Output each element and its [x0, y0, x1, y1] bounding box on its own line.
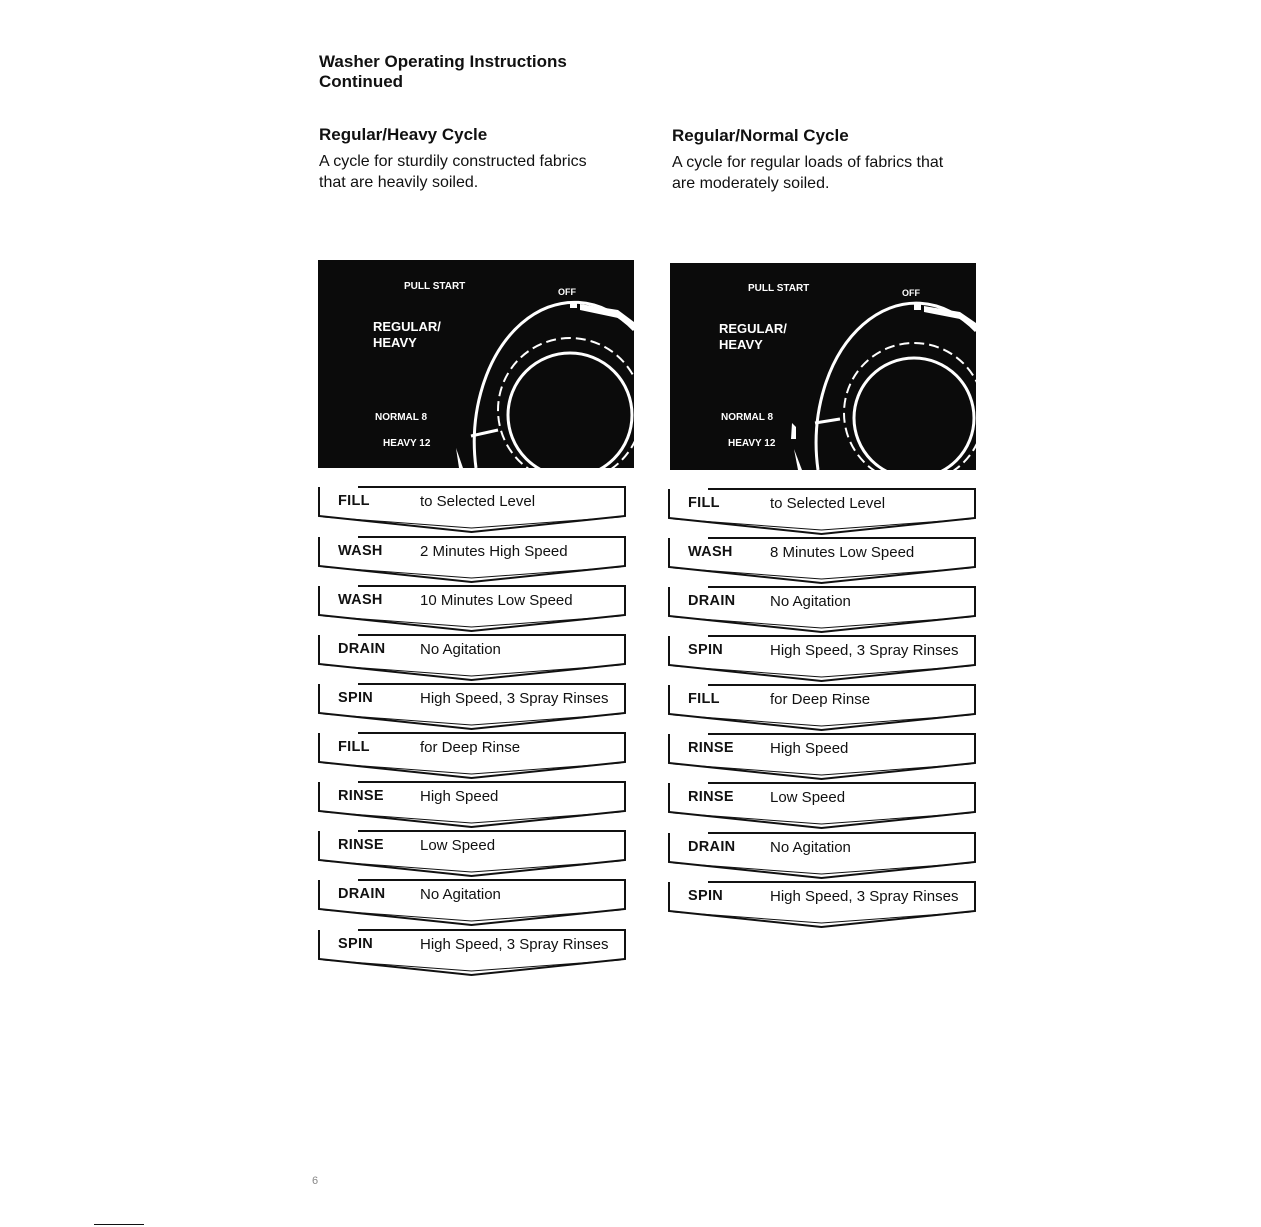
- page-subtitle: Continued: [319, 72, 404, 91]
- cycle-step-box: [318, 486, 625, 536]
- timer-dial-illustration: [318, 260, 634, 468]
- step-detail: High Speed: [770, 740, 849, 757]
- control-panel-image-regular-normal: [670, 263, 976, 470]
- step-name: RINSE: [338, 837, 384, 853]
- svg-text:REGULAR/: REGULAR/: [373, 319, 441, 334]
- cycle-step-box: [318, 634, 625, 684]
- timer-dial-illustration: [670, 263, 976, 470]
- step-detail: Low Speed: [770, 789, 846, 806]
- svg-text:PULL START: PULL START: [404, 281, 466, 292]
- cycle-step-box: [318, 585, 625, 635]
- svg-text:HEAVY: HEAVY: [373, 335, 417, 350]
- step-detail: to Selected Level: [420, 493, 536, 510]
- step-detail: for Deep Rinse: [420, 739, 521, 756]
- svg-text:NORMAL 8: NORMAL 8: [375, 412, 428, 423]
- cycle-step-box: [318, 830, 625, 880]
- step-name: FILL: [688, 691, 720, 707]
- svg-text:HEAVY 12: HEAVY 12: [383, 438, 431, 449]
- step-name: DRAIN: [338, 641, 386, 657]
- cycle-step-box: [318, 683, 625, 733]
- control-panel-image-regular-heavy: [318, 260, 634, 468]
- cycle-description-regular-normal: A cycle for regular loads of fabrics that are moderately soiled.: [672, 154, 944, 192]
- step-name: WASH: [338, 543, 383, 559]
- svg-text:OFF: OFF: [902, 288, 920, 298]
- cycle-step-box: [668, 832, 975, 882]
- cycle-title-regular-normal: Regular/Normal Cycle: [672, 126, 849, 145]
- step-detail: High Speed, 3 Spray Rinses: [770, 642, 959, 659]
- step-detail: No Agitation: [770, 593, 851, 610]
- cycle-step-box: [668, 586, 975, 636]
- footer-rule: [94, 1224, 144, 1225]
- step-detail: No Agitation: [770, 839, 851, 856]
- step-name: RINSE: [688, 789, 734, 805]
- cycle-step-box: [318, 879, 625, 929]
- step-name: FILL: [338, 739, 370, 755]
- cycle-step-box: [668, 684, 975, 734]
- page-number: 6: [312, 1175, 319, 1187]
- cycle-step-box: [318, 536, 625, 586]
- cycle-step-box: [668, 488, 975, 538]
- step-detail: High Speed, 3 Spray Rinses: [770, 888, 959, 905]
- step-detail: Low Speed: [420, 837, 496, 854]
- step-detail: High Speed, 3 Spray Rinses: [420, 936, 609, 953]
- step-detail: 8 Minutes Low Speed: [770, 544, 915, 561]
- step-name: DRAIN: [688, 593, 736, 609]
- cycle-step-box: [668, 635, 975, 685]
- svg-text:OFF: OFF: [558, 287, 576, 297]
- step-name: SPIN: [688, 888, 724, 904]
- step-name: DRAIN: [338, 886, 386, 902]
- step-name: WASH: [688, 544, 733, 560]
- step-name: SPIN: [688, 642, 724, 658]
- step-name: RINSE: [338, 788, 384, 804]
- cycle-title-regular-heavy: Regular/Heavy Cycle: [319, 125, 488, 144]
- page-header: [319, 52, 567, 92]
- svg-text:NORMAL 8: NORMAL 8: [721, 412, 774, 423]
- cycle-step-box: [318, 732, 625, 782]
- cycle-step-box: [668, 733, 975, 783]
- cycle-step-box: [668, 782, 975, 832]
- step-name: RINSE: [688, 740, 734, 756]
- step-name: FILL: [338, 493, 370, 509]
- step-name: SPIN: [338, 690, 374, 706]
- svg-text:REGULAR/: REGULAR/: [719, 321, 787, 336]
- cycle-step-box: [668, 537, 975, 587]
- step-name: WASH: [338, 592, 383, 608]
- step-detail: No Agitation: [420, 886, 501, 903]
- step-detail: High Speed: [420, 788, 499, 805]
- svg-text:HEAVY 12: HEAVY 12: [728, 438, 776, 449]
- page-title: Washer Operating Instructions: [319, 52, 567, 71]
- step-name: FILL: [688, 495, 720, 511]
- step-detail: 2 Minutes High Speed: [420, 543, 568, 560]
- svg-text:PULL START: PULL START: [748, 283, 810, 294]
- svg-text:HEAVY: HEAVY: [719, 337, 763, 352]
- cycle-step-box: [318, 929, 625, 979]
- step-detail: 10 Minutes Low Speed: [420, 592, 573, 609]
- step-detail: No Agitation: [420, 641, 501, 658]
- step-name: DRAIN: [688, 839, 736, 855]
- step-detail: for Deep Rinse: [770, 691, 871, 708]
- cycle-step-box: [318, 781, 625, 831]
- cycle-step-box: [668, 881, 975, 931]
- cycle-description-regular-heavy: A cycle for sturdily constructed fabrics that are heavily soiled.: [319, 153, 587, 191]
- step-detail: High Speed, 3 Spray Rinses: [420, 690, 609, 707]
- step-detail: to Selected Level: [770, 495, 886, 512]
- step-name: SPIN: [338, 936, 374, 952]
